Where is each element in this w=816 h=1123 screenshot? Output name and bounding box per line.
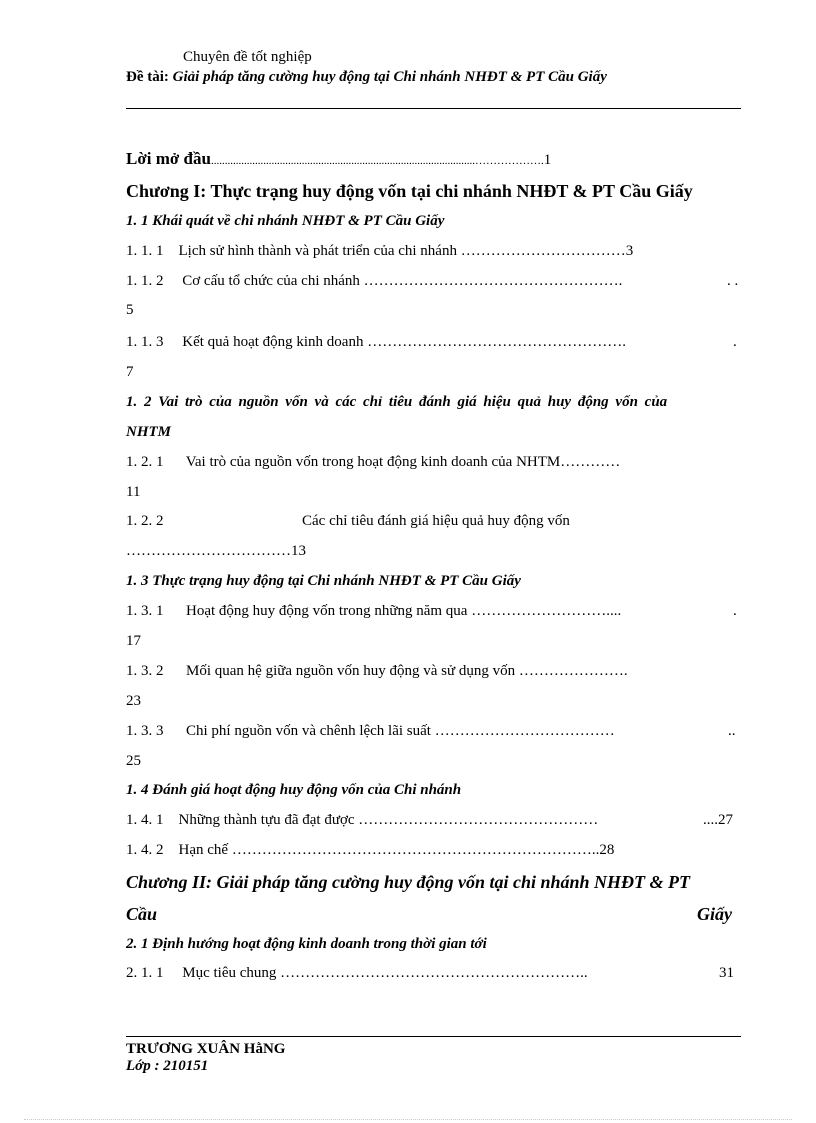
toc-chapter-2: Chương II: Giải pháp tăng cường huy động vốn tại chi nhánh NHĐT & PT — [126, 872, 690, 892]
toc-entry-num: 1. 1. 1 — [126, 243, 164, 259]
toc-entry-tail: . — [733, 334, 737, 350]
footer-author: TRƯƠNG XUÂN HằNG — [126, 1041, 286, 1057]
toc-entry-leader: …………………………… — [456, 243, 626, 259]
toc-entry-1-1-1 — [126, 243, 633, 260]
toc-entry-num: 1. 2. 1 — [126, 454, 164, 470]
toc-entry-1-4-1 — [126, 812, 598, 829]
toc-entry-page: 13 — [291, 543, 306, 559]
toc-entry-leader: ………………………………………… — [354, 812, 599, 828]
toc-entry-1-2-2-num: 1. 2. 2 — [126, 513, 164, 529]
toc-section-2-1: 2. 1 Định hướng hoạt động kinh doanh trong thời gian tới — [126, 936, 487, 952]
toc-entry-leader: …………………………………………………….. — [276, 965, 588, 981]
toc-entry-page: 3 — [625, 243, 634, 259]
toc-entry-leader: ……………………………………………. — [359, 273, 623, 289]
toc-entry-leader: ………… — [560, 454, 621, 470]
toc-entry-tail: . . — [727, 273, 739, 289]
toc-intro-label: Lời mở đầu — [126, 149, 211, 168]
toc-section-1-2 — [126, 394, 738, 411]
document-subject: Chuyên đề tốt nghiệp — [183, 49, 312, 65]
toc-entry-num: 1. 3. 2 — [126, 663, 164, 679]
toc-entry-leader: …………………. — [515, 663, 628, 679]
toc-entry-leader: ……………………………………………. — [363, 334, 626, 350]
toc-entry-label: Hoạt động huy động vốn trong những năm qua — [186, 603, 468, 619]
toc-entry-num: 1. 3. 3 — [126, 723, 164, 739]
toc-intro-page: 1 — [543, 152, 552, 168]
topic-title: Giải pháp tăng cường huy động tại Chi nhánh NHĐT & PT Cầu Giấy — [172, 69, 607, 85]
toc-entry-page: 25 — [126, 753, 141, 769]
toc-entry-num: 1. 1. 3 — [126, 334, 164, 350]
toc-entry-tail: .. — [728, 723, 736, 739]
toc-entry-label: Cơ cấu tổ chức của chi nhánh — [182, 273, 360, 289]
toc-section-1-2-cont: NHTM — [126, 424, 171, 440]
page-edge-dotline — [24, 1119, 792, 1120]
toc-entry-page: 5 — [126, 302, 134, 318]
toc-entry-num: 2. 1. 1 — [126, 965, 164, 981]
header-rule — [126, 108, 741, 109]
toc-section-1-4: 1. 4 Đánh giá hoạt động huy động vốn của Chi nhánh — [126, 782, 462, 798]
toc-section-1-1: 1. 1 Khái quát về chi nhánh NHĐT & PT Cầu Giấy — [126, 213, 445, 229]
toc-entry-label: Chi phí nguồn vốn và chênh lệch lãi suất — [186, 723, 431, 739]
toc-entry-page: 23 — [126, 693, 141, 709]
toc-entry-leader: ……………………………… — [430, 723, 615, 739]
toc-entry-label: Mối quan hệ giữa nguồn vốn huy động và sử dụng vốn — [186, 663, 516, 679]
toc-entry-label: Kết quả hoạt động kinh doanh — [182, 334, 364, 350]
toc-entry-1-3-2 — [126, 663, 628, 680]
toc-entry-1-3-1 — [126, 603, 621, 620]
toc-entry-1-2-1 — [126, 454, 620, 471]
toc-entry-1-1-2 — [126, 273, 622, 290]
toc-entry-leader: …………………………… — [126, 543, 291, 559]
toc-chapter-2-cont-a: Cầu — [126, 904, 158, 924]
toc-entry-page: 7 — [126, 364, 134, 380]
toc-chapter-2-cont-b: Giấy — [697, 904, 732, 924]
toc-entry-label: Hạn chế — [178, 842, 229, 858]
document-topic — [126, 69, 607, 86]
footer-class: Lớp : 210151 — [126, 1058, 209, 1074]
toc-entry-label: Vai trò của nguồn vốn trong hoạt động kinh doanh của NHTM — [185, 454, 561, 470]
toc-entry-tail: . — [733, 603, 737, 619]
toc-entry-num: 1. 3. 1 — [126, 603, 164, 619]
footer-rule — [126, 1036, 741, 1037]
toc-entry-page: ....27 — [703, 812, 733, 828]
toc-entry-num: 1. 4. 1 — [126, 812, 164, 828]
toc-entry-1-2-2-leader — [126, 543, 306, 560]
toc-entry-leader: ……………………………………………………………….. — [228, 842, 600, 858]
toc-chapter-1: Chương I: Thực trạng huy động vốn tại chi nhánh NHĐT & PT Cầu Giấy — [126, 181, 693, 201]
toc-section-1-2-label: 1. 2 Vai trò của nguồn vốn và các chỉ tiêu đánh giá hiệu quả huy động vốn của — [126, 394, 668, 410]
toc-intro — [126, 149, 551, 169]
toc-entry-num: 1. 1. 2 — [126, 273, 164, 289]
toc-entry-1-3-3 — [126, 723, 615, 740]
toc-entry-num: 1. 4. 2 — [126, 842, 164, 858]
toc-entry-label: Lịch sử hình thành và phát triển của chi nhánh — [178, 243, 457, 259]
toc-entry-leader: ……………………….... — [467, 603, 622, 619]
topic-label: Đề tài: — [126, 69, 169, 85]
toc-entry-2-1-1 — [126, 965, 588, 982]
toc-entry-1-1-3 — [126, 334, 626, 351]
toc-entry-label: Mục tiêu chung — [182, 965, 277, 981]
toc-entry-page: 31 — [719, 965, 734, 981]
toc-entry-page: 28 — [599, 842, 615, 858]
toc-entry-page: 17 — [126, 633, 141, 649]
toc-intro-leader: ................................................................................................………………. — [210, 155, 544, 167]
toc-entry-label: Những thành tựu đã đạt được — [178, 812, 355, 828]
toc-entry-page: 11 — [126, 484, 141, 500]
toc-entry-1-2-2-label: Các chỉ tiêu đánh giá hiệu quả huy động vốn — [302, 513, 570, 529]
toc-section-1-3: 1. 3 Thực trạng huy động tại Chi nhánh NHĐT & PT Cầu Giấy — [126, 573, 521, 589]
toc-entry-1-4-2 — [126, 842, 614, 859]
